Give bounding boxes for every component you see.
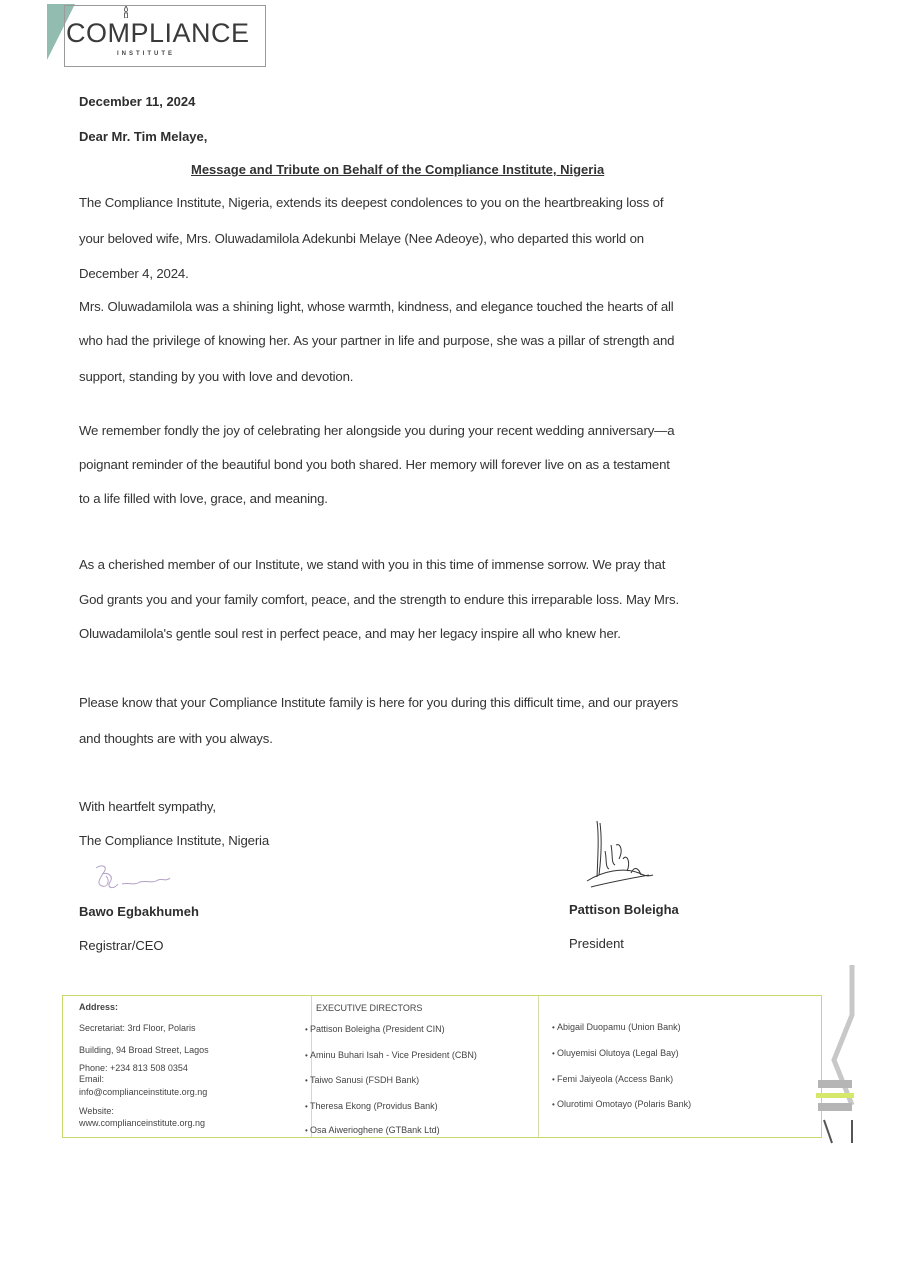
text-line: God grants you and your family comfort, peace, and the strength to endure this irreparable loss. May Mrs. <box>79 592 679 607</box>
signatory-role-registrar: Registrar/CEO <box>79 938 164 953</box>
director-item: • Olurotimi Omotayo (Polaris Bank) <box>552 1099 691 1109</box>
signatory-role-president: President <box>569 936 624 951</box>
signatory-name-registrar: Bawo Egbakhumeh <box>79 904 199 919</box>
address-label: Address: <box>79 1002 119 1012</box>
signature-registrar <box>88 860 188 900</box>
closing-line: With heartfelt sympathy, <box>79 799 216 814</box>
director-item: • Theresa Ekong (Providus Bank) <box>305 1101 438 1111</box>
director-item: • Pattison Boleigha (President CIN) <box>305 1024 445 1034</box>
decorative-emblem-icon <box>812 965 862 1150</box>
signatory-name-president: Pattison Boleigha <box>569 902 679 917</box>
director-item: • Abigail Duopamu (Union Bank) <box>552 1022 681 1032</box>
address-line-2: Building, 94 Broad Street, Lagos <box>79 1045 209 1055</box>
text-line: We remember fondly the joy of celebrating her alongside you during your recent wedding anniversary—a <box>79 423 675 438</box>
text-line: Please know that your Compliance Institute family is here for you during this difficult time, and our prayers <box>79 695 679 710</box>
website-link[interactable]: www.complianceinstitute.org.ng <box>79 1118 206 1128</box>
footer-contact-box <box>62 995 822 1138</box>
text-line: and thoughts are with you always. <box>79 731 273 746</box>
website-label: Website: <box>79 1106 114 1116</box>
text-line: The Compliance Institute, Nigeria, extends its deepest condolences to you on the heartbreaking loss of <box>79 195 664 210</box>
email-link[interactable]: info@complianceinstitute.org.ng <box>79 1087 208 1097</box>
text-line: who had the privilege of knowing her. As your partner in life and purpose, she was a pillar of strength and <box>79 333 675 348</box>
signature-president <box>583 815 663 895</box>
letter-date: December 11, 2024 <box>79 94 196 109</box>
director-item: • Taiwo Sanusi (FSDH Bank) <box>305 1075 419 1085</box>
phone-number: Phone: +234 813 508 0354 <box>79 1063 188 1073</box>
director-item: • Osa Aiwerioghene (GTBank Ltd) <box>305 1125 440 1135</box>
text-line: Mrs. Oluwadamilola was a shining light, whose warmth, kindness, and elegance touched the hearts of all <box>79 299 674 314</box>
column-divider <box>538 996 539 1137</box>
text-line: December 4, 2024. <box>79 266 189 281</box>
closing-organization: The Compliance Institute, Nigeria <box>79 833 270 848</box>
directors-heading: EXECUTIVE DIRECTORS <box>316 1003 423 1013</box>
text-line: As a cherished member of our Institute, we stand with you in this time of immense sorrow. We pray that <box>79 557 666 572</box>
logo-subtext: INSTITUTE <box>117 51 175 57</box>
salutation: Dear Mr. Tim Melaye, <box>79 129 208 144</box>
director-item: • Femi Jaiyeola (Access Bank) <box>552 1074 673 1084</box>
address-line-1: Secretariat: 3rd Floor, Polaris <box>79 1023 196 1033</box>
director-item: • Oluyemisi Olutoya (Legal Bay) <box>552 1048 679 1058</box>
candle-icon <box>122 6 130 18</box>
text-line: your beloved wife, Mrs. Oluwadamilola Adekunbi Melaye (Nee Adeoye), who departed this world on <box>79 231 644 246</box>
text-line: support, standing by you with love and devotion. <box>79 369 354 384</box>
text-line: Oluwadamilola's gentle soul rest in perfect peace, and may her legacy inspire all who knew her. <box>79 626 621 641</box>
director-item: • Aminu Buhari Isah - Vice President (CBN) <box>305 1050 477 1060</box>
letter-title: Message and Tribute on Behalf of the Compliance Institute, Nigeria <box>191 162 605 177</box>
text-line: to a life filled with love, grace, and meaning. <box>79 491 328 506</box>
column-divider <box>311 996 312 1137</box>
text-line: poignant reminder of the beautiful bond you both shared. Her memory will forever live on as a testament <box>79 457 670 472</box>
email-label: Email: <box>79 1074 105 1084</box>
logo-text: COMPLIANCE <box>66 18 250 48</box>
